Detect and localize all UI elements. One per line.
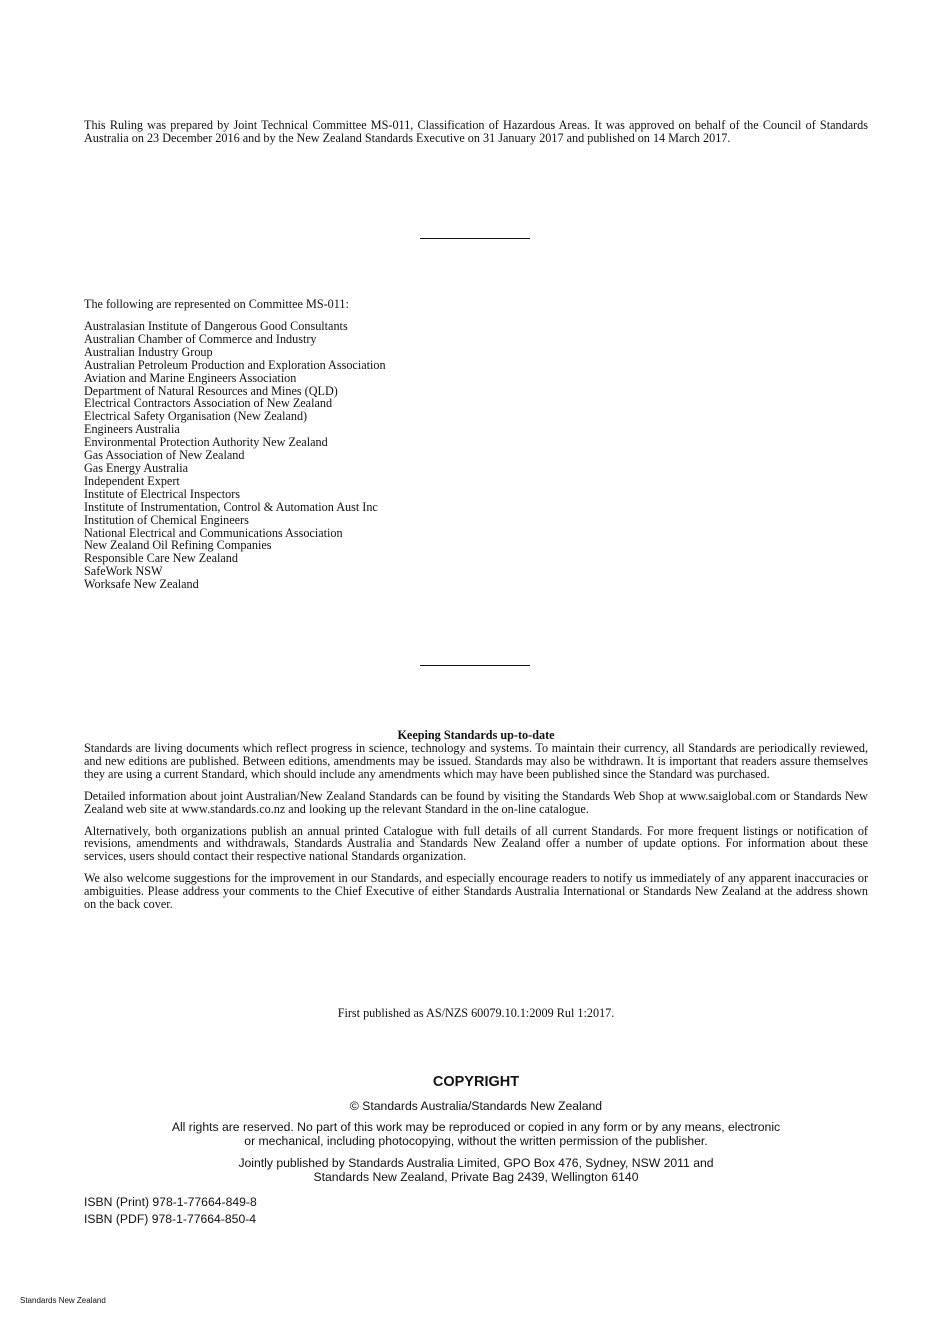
keeping-paragraph: Alternatively, both organizations publish an annual printed Catalogue with full details of all current Standards. For more frequent listings or notification of revisions, amendments and withdrawals, Standards Australia and Standards New Zealand offer a number of update options. For information about these services, users should contact their respective national Standards organization. [84, 823, 868, 864]
keeping-standards-body [84, 742, 868, 920]
committee-member: New Zealand Oil Refining Companies [84, 538, 272, 553]
committee-member: Australian Petroleum Production and Exploration Association [84, 357, 386, 372]
keeping-paragraph: We also welcome suggestions for the improvement in our Standards, and especially encourage readers to notify us immediately of any apparent inaccuracies or ambiguities. Please address your comments to the Chief Executive of either Standards Australia International or Standards New Zealand at the address shown on the back cover. [84, 871, 868, 912]
copyright-heading: COPYRIGHT [432, 1074, 520, 1090]
committee-member: Australian Industry Group [84, 344, 213, 359]
section-divider [420, 665, 530, 666]
publisher-statement [84, 1156, 868, 1184]
committee-member: Department of Natural Resources and Mines (QLD) [84, 383, 338, 398]
rights-line: or mechanical, including photocopying, without the written permission of the publisher. [244, 1134, 708, 1148]
rights-line: All rights are reserved. No part of this work may be reproduced or copied in any form or by any means, electronic [171, 1120, 781, 1134]
keeping-paragraph: Detailed information about joint Australian/New Zealand Standards can be found by visiting the Standards Web Shop at www.saiglobal.com or Standards New Zealand web site at www.standards.co.nz and looking up the relevant Standard in the on-line catalogue. [84, 788, 868, 816]
first-published-note: First published as AS/NZS 60079.10.1:2009 Rul 1:2017. [337, 1006, 615, 1020]
isbn-block [84, 1194, 257, 1228]
publisher-line: Standards New Zealand, Private Bag 2439, Wellington 6140 [313, 1170, 639, 1184]
preparation-note: This Ruling was prepared by Joint Technical Committee MS-011, Classification of Hazardous Areas. It was approved on behalf of the Council of Standards Australia on 23 December 2016 and by the New Zealand Standards Executive on 31 January 2017 and published on 14 March 2017. [84, 118, 868, 145]
committee-member: Institute of Electrical Inspectors [84, 486, 241, 501]
committee-member: Institution of Chemical Engineers [84, 512, 249, 527]
committee-member: Responsible Care New Zealand [84, 551, 238, 566]
keeping-paragraph: Standards are living documents which reflect progress in science, technology and systems. To maintain their currency, all Standards are periodically reviewed, and new editions are published. Between editions, amendments may be issued. Standards may also be withdrawn. It is important that readers assure themselves they are using a current Standard, which should include any amendments which may have been published since the Standard was purchased. [84, 741, 868, 781]
keeping-standards-heading: Keeping Standards up-to-date [397, 728, 555, 742]
committee-member: Independent Expert [84, 473, 180, 488]
committee-member: Australian Chamber of Commerce and Industry [84, 331, 317, 346]
isbn-pdf: ISBN (PDF) 978-1-77664-850-4 [84, 1212, 257, 1226]
committee-member: Worksafe New Zealand [84, 577, 199, 592]
committee-member: Engineers Australia [84, 422, 180, 437]
committee-member: Aviation and Marine Engineers Association [84, 370, 297, 385]
committee-member: Institute of Instrumentation, Control & Automation Aust Inc [84, 499, 378, 514]
committee-member: Electrical Safety Organisation (New Zealand) [84, 409, 308, 424]
isbn-print: ISBN (Print) 978-1-77664-849-8 [84, 1195, 257, 1209]
page-footer: Standards New Zealand [20, 1296, 106, 1305]
copyright-owner: © Standards Australia/Standards New Zealand [349, 1099, 603, 1113]
committee-member: Environmental Protection Authority New Zealand [84, 435, 328, 450]
committee-intro: The following are represented on Committee MS-011: [84, 297, 349, 311]
committee-member: SafeWork NSW [84, 564, 163, 579]
copyright-rights [84, 1120, 868, 1148]
committee-member: National Electrical and Communications Association [84, 525, 343, 540]
committee-member: Gas Association of New Zealand [84, 448, 245, 463]
committee-member: Australasian Institute of Dangerous Good Consultants [84, 319, 348, 333]
publisher-line: Jointly published by Standards Australia Limited, GPO Box 476, Sydney, NSW 2011 and [238, 1156, 714, 1170]
committee-member: Gas Energy Australia [84, 460, 189, 475]
committee-member-list [84, 320, 386, 591]
committee-member: Electrical Contractors Association of New Zealand [84, 396, 333, 411]
section-divider [420, 238, 530, 239]
